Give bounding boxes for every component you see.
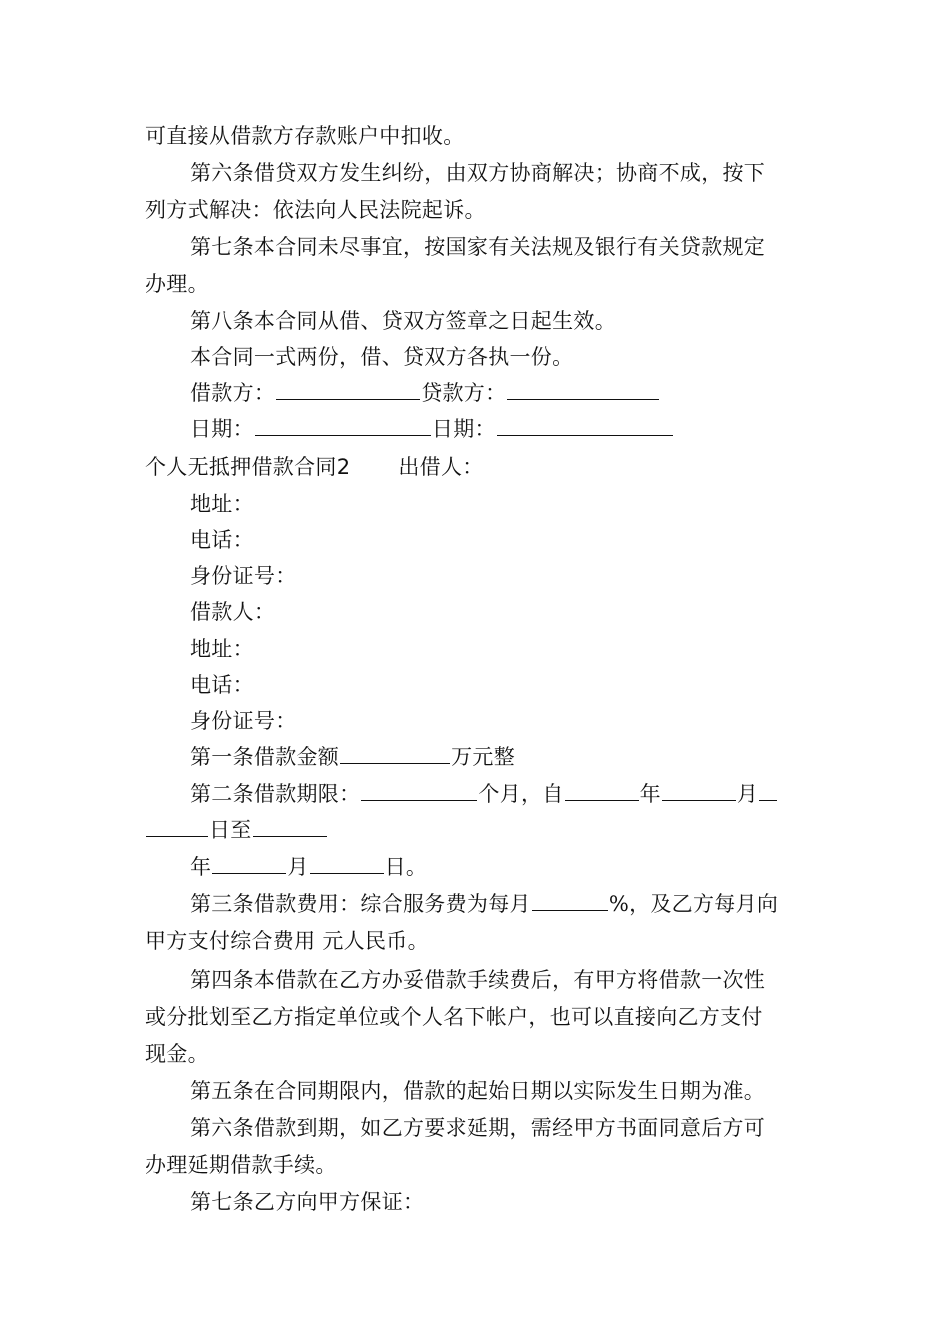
month-blank [662,778,736,801]
lender-party-label: 出借人： [398,455,484,479]
signature-line [190,375,660,411]
contract-heading [145,449,484,485]
date-line [190,411,674,447]
end-blank [253,814,327,837]
months-text: 个月，自 [478,782,564,806]
months-blank [361,778,477,801]
text-line: 第六条借款到期，如乙方要求延期，需经甲方书面同意后方可 [190,1116,766,1140]
article-three [190,886,778,922]
text-line: 地址： [190,637,254,661]
borrower-blank [276,377,420,400]
text-line: 地址： [190,492,254,516]
text-line: 第八条本合同从借、贷双方签章之日起生效。 [190,309,616,333]
contract-number: 2 [336,455,351,479]
article-two-prefix: 第二条借款期限： [190,782,361,806]
date-blank [497,413,673,436]
text-line: 电话： [190,528,254,552]
year-text: 年 [190,855,212,879]
article-one-suffix: 万元整 [451,745,516,769]
day-blank [759,778,777,801]
month-text: 月 [287,855,309,879]
day-to-text: 日至 [209,818,252,842]
borrower-label: 借款方： [190,381,276,405]
month-text: 月 [736,782,759,806]
text-line: 列方式解决：依法向人民法院起诉。 [145,198,486,222]
text-line: 办理。 [145,272,209,296]
year-blank [212,851,286,874]
text-line: 第五条在合同期限内，借款的起始日期以实际发生日期为准。 [190,1079,766,1103]
article-two [190,776,778,812]
date-blank [255,413,431,436]
text-line: 第四条本借款在乙方办妥借款手续费后，有甲方将借款一次性 [190,968,766,992]
lender-label: 贷款方： [421,381,507,405]
text-line: 甲方支付综合费用 元人民币。 [145,929,429,953]
date-label: 日期： [190,417,254,441]
rate-blank [532,888,608,911]
text-line: 身份证号： [190,564,297,588]
text-line: 第六条借贷双方发生纠纷，由双方协商解决；协商不成，按下 [190,161,766,185]
text-line: 借款人： [190,600,276,624]
year-text: 年 [639,782,661,806]
year-blank [565,778,639,801]
article-two-continued [145,812,328,848]
date-label: 日期： [431,417,496,441]
text-line: 现金。 [145,1042,209,1066]
text-line: 可直接从借款方存款账户中扣收。 [145,124,465,148]
text-line: 电话： [190,673,254,697]
month-blank [310,851,384,874]
text-line: 第七条本合同未尽事宜，按国家有关法规及银行有关贷款规定 [190,235,766,259]
article-one-prefix: 第一条借款金额 [190,745,340,769]
lender-blank [507,377,659,400]
text-line: 第七条乙方向甲方保证： [190,1190,425,1214]
day-blank [146,814,208,837]
amount-blank [340,741,450,764]
day-end-text: 日。 [384,855,428,879]
text-line: 办理延期借款手续。 [145,1153,337,1177]
article-two-end [190,849,427,885]
text-line: 身份证号： [190,709,297,733]
text-line: 或分批划至乙方指定单位或个人名下帐户，也可以直接向乙方支付 [145,1005,763,1029]
contract-title: 个人无抵押借款合同 [145,455,337,479]
article-one [190,739,515,775]
article-three-text: %，及乙方每月向 [608,892,779,916]
text-line: 本合同一式两份，借、贷双方各执一份。 [190,345,574,369]
article-three-text: 第三条借款费用：综合服务费为每月 [190,892,531,916]
